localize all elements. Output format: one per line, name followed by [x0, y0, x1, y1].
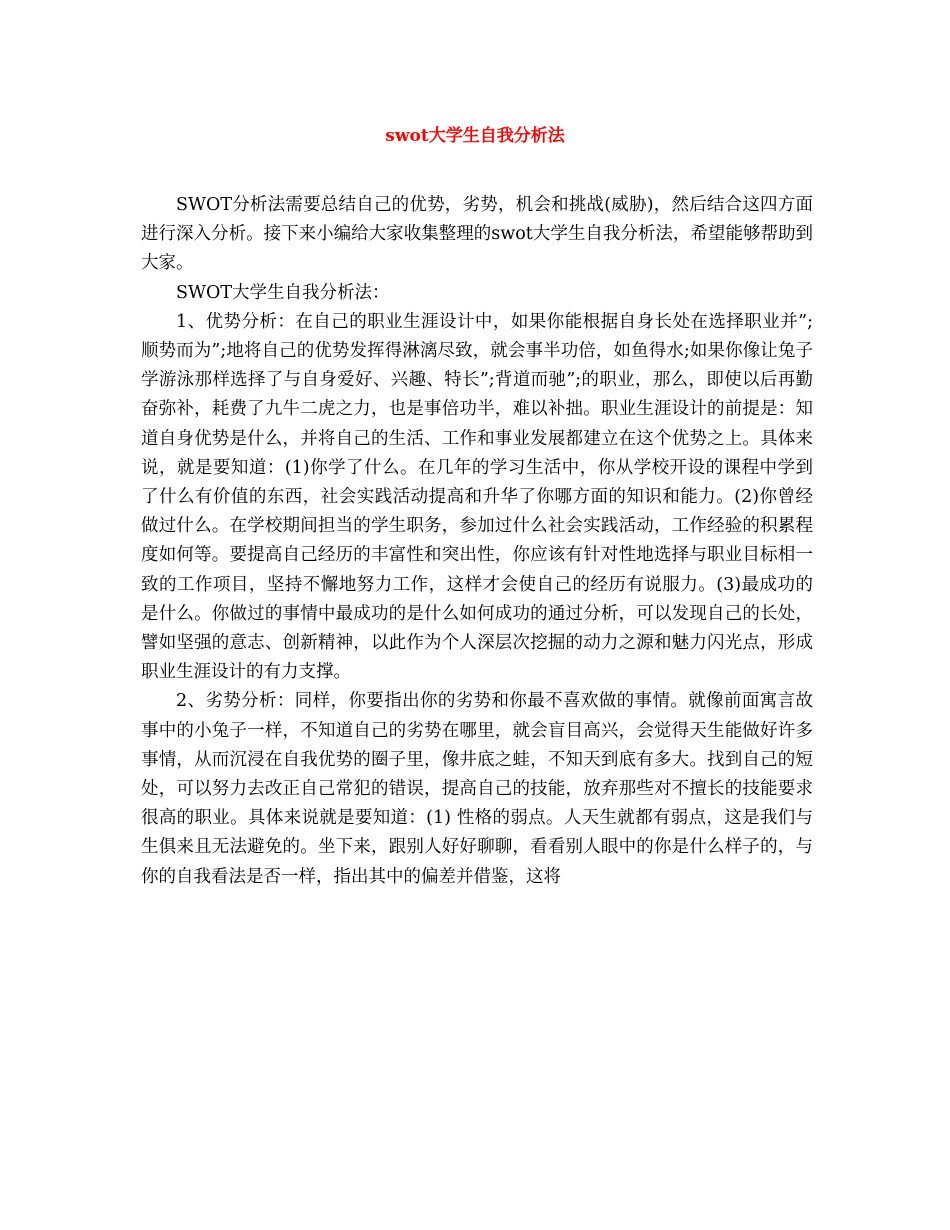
document-body — [141, 191, 813, 892]
paragraph-heading: SWOT大学生自我分析法： — [176, 282, 390, 303]
paragraph-intro: SWOT分析法需要总结自己的优势，劣势，机会和挑战(威胁)，然后结合这四方面进行深入分析。接下来小编给大家收集整理的swot大学生自我分析法，希望能够帮助到大家。 — [141, 195, 813, 274]
paragraph-weaknesses: 2、劣势分析：同样，你要指出你的劣势和你最不喜欢做的事情。就像前面寓言故事中的小兔子一样，不知道自己的劣势在哪里，就会盲目高兴，会觉得天生能做好许多事情，从而沉浸在自我优势的圈子里，像井底之蛙，不知天到底有多大。找到自己的短处，可以努力去改正自己常犯的错误，提高自己的技能，放弃那些对不擅长的技能要求很高的职业。具体来说就是要知道：(1) 性格的弱点。人天生就都有弱点，这是我们与生俱来且无法避免的。坐下来，跟别人好好聊聊，看看别人眼中的你是什么样子的，与你的自我看法是否一样，指出其中的偏差并借鉴，这将 — [141, 691, 813, 887]
document-title: swot大学生自我分析法 — [385, 126, 565, 146]
paragraph-strengths: 1、优势分析：在自己的职业生涯设计中，如果你能根据自身长处在选择职业并”;顺势而为”;地将自己的优势发挥得淋漓尽致，就会事半功倍，如鱼得水;如果你像让兔子学游泳那样选择了与自身爱好、兴趣、特长”;背道而驰”;的职业，那么，即使以后再勤奋弥补，耗费了九牛二虎之力，也是事倍功半，难以补拙。职业生涯设计的前提是：知道自身优势是什么，并将自己的生活、工作和事业发展都建立在这个优势之上。具体来说，就是要知道：(1)你学了什么。在几年的学习生活中，你从学校开设的课程中学到了什么有价值的东西，社会实践活动提高和升华了你哪方面的知识和能力。(2)你曾经做过什么。在学校期间担当的学生职务，参加过什么社会实践活动，工作经验的积累程度如何等。要提高自己经历的丰富性和突出性，你应该有针对性地选择与职业目标相一致的工作项目，坚持不懈地努力工作，这样才会使自己的经历有说服力。(3)最成功的是什么。你做过的事情中最成功的是什么如何成功的通过分析，可以发现自己的长处，譬如坚强的意志、创新精神，以此作为个人深层次挖掘的动力之源和魅力闪光点，形成职业生涯设计的有力支撑。 — [141, 311, 813, 683]
